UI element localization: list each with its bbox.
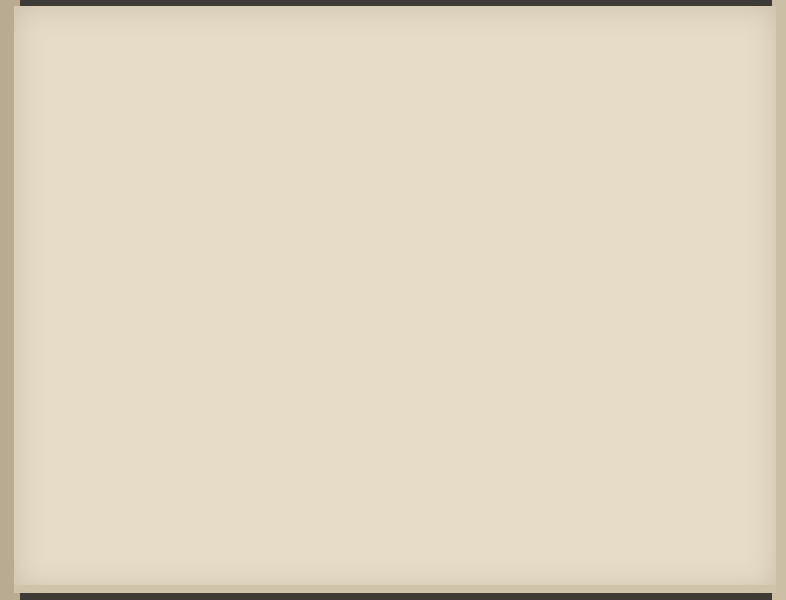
document-page — [14, 6, 776, 590]
page-bottom-edge — [14, 585, 776, 593]
